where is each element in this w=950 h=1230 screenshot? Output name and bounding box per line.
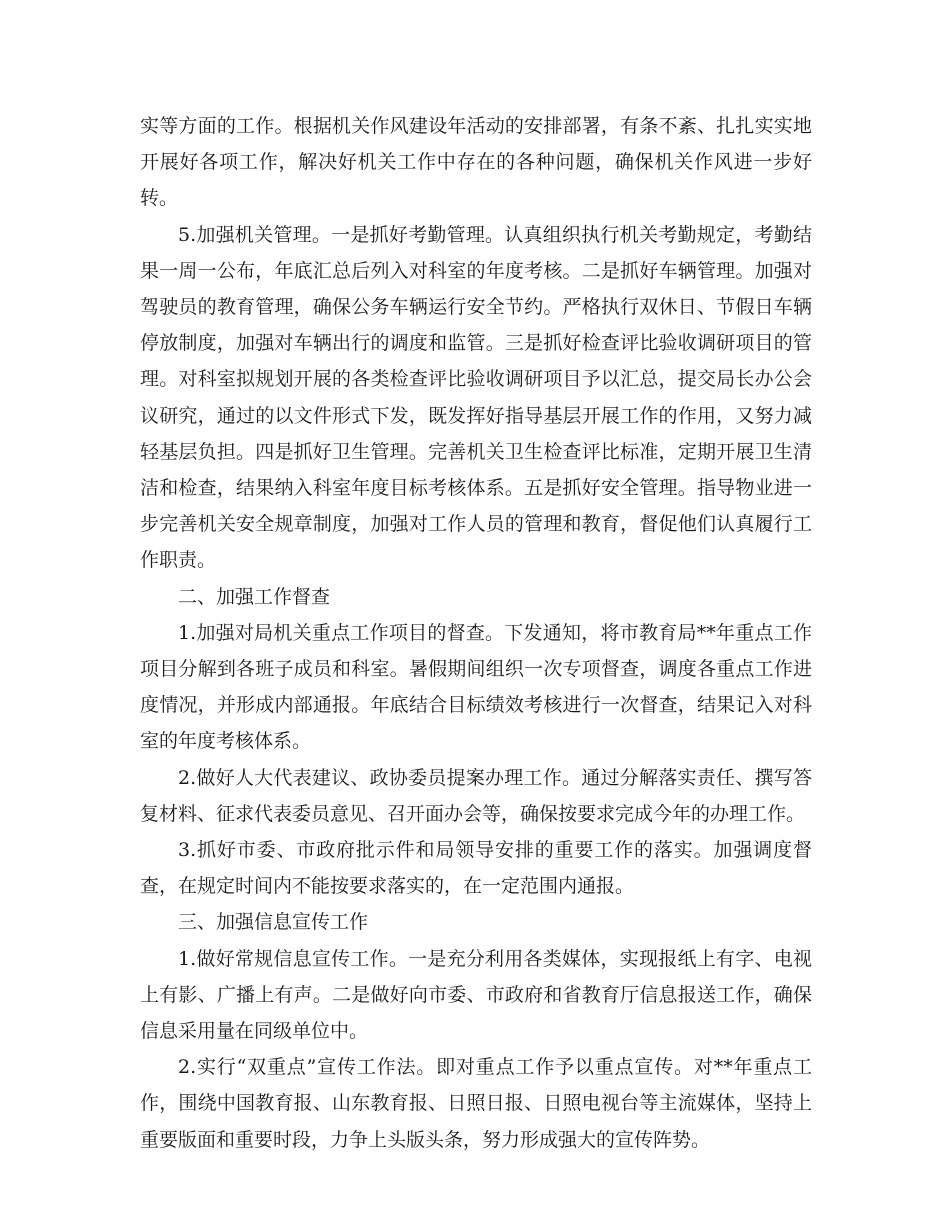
paragraph-routine-publicity: 1.做好常规信息宣传工作。一是充分利用各类媒体，实现报纸上有字、电视上有影、广播上有声。二是做好向市委、市政府和省教育厅信息报送工作，确保信息采用量在同级单位中。 (140, 947, 812, 1043)
paragraph-continuation: 实等方面的工作。根据机关作风建设年活动的安排部署，有条不紊、扎扎实实地开展好各项工作，解决好机关工作中存在的各种问题，确保机关作风进一步好转。 (140, 115, 812, 210)
paragraph-key-project-supervision: 1.加强对局机关重点工作项目的督查。下发通知，将市教育局**年重点工作项目分解到各班子成员和科室。暑假期间组织一次专项督查，调度各重点工作进度情况，并形成内部通报。年底结合目标绩效考核进行一次督查，结果记入对科室的年度考核体系。 (140, 621, 812, 753)
section-heading-supervision: 二、加强工作督查 (178, 585, 331, 608)
section-heading-publicity: 三、加强信息宣传工作 (178, 911, 369, 934)
document-body (140, 108, 812, 1158)
paragraph-proposal-handling: 2.做好人大代表建议、政协委员提案办理工作。通过分解落实责任、撰写答复材料、征求代表委员意见、召开面办会等，确保按要求完成今年的办理工作。 (140, 766, 812, 825)
paragraph-office-management: 5.加强机关管理。一是抓好考勤管理。认真组织执行机关考勤规定，考勤结果一周一公布，年底汇总后列入对科室的年度考核。二是抓好车辆管理。加强对驾驶员的教育管理，确保公务车辆运行安全节约。严格执行双休日、节假日车辆停放制度，加强对车辆出行的调度和监管。三是抓好检查评比验收调研项目的管理。对科室拟规划开展的各类检查评比验收调研项目予以汇总，提交局长办公会议研究，通过的以文件形式下发，既发挥好指导基层开展工作的作用，又努力减轻基层负担。四是抓好卫生管理。完善机关卫生检查评比标准，定期开展卫生清洁和检查，结果纳入科室年度目标考核体系。五是抓好安全管理。指导物业进一步完善机关安全规章制度，加强对工作人员的管理和教育，督促他们认真履行工作职责。 (140, 223, 812, 572)
paragraph-dual-focus-publicity: 2.实行“双重点”宣传工作法。即对重点工作予以重点宣传。对**年重点工作，围绕中国教育报、山东教育报、日照日报、日照电视台等主流媒体，坚持上重要版面和重要时段，力争上头版头条，努力形成强大的宣传阵势。 (140, 1056, 812, 1151)
paragraph-instruction-implementation: 3.抓好市委、市政府批示件和局领导安排的重要工作的落实。加强调度督查，在规定时间内不能按要求落实的，在一定范围内通报。 (140, 839, 812, 898)
